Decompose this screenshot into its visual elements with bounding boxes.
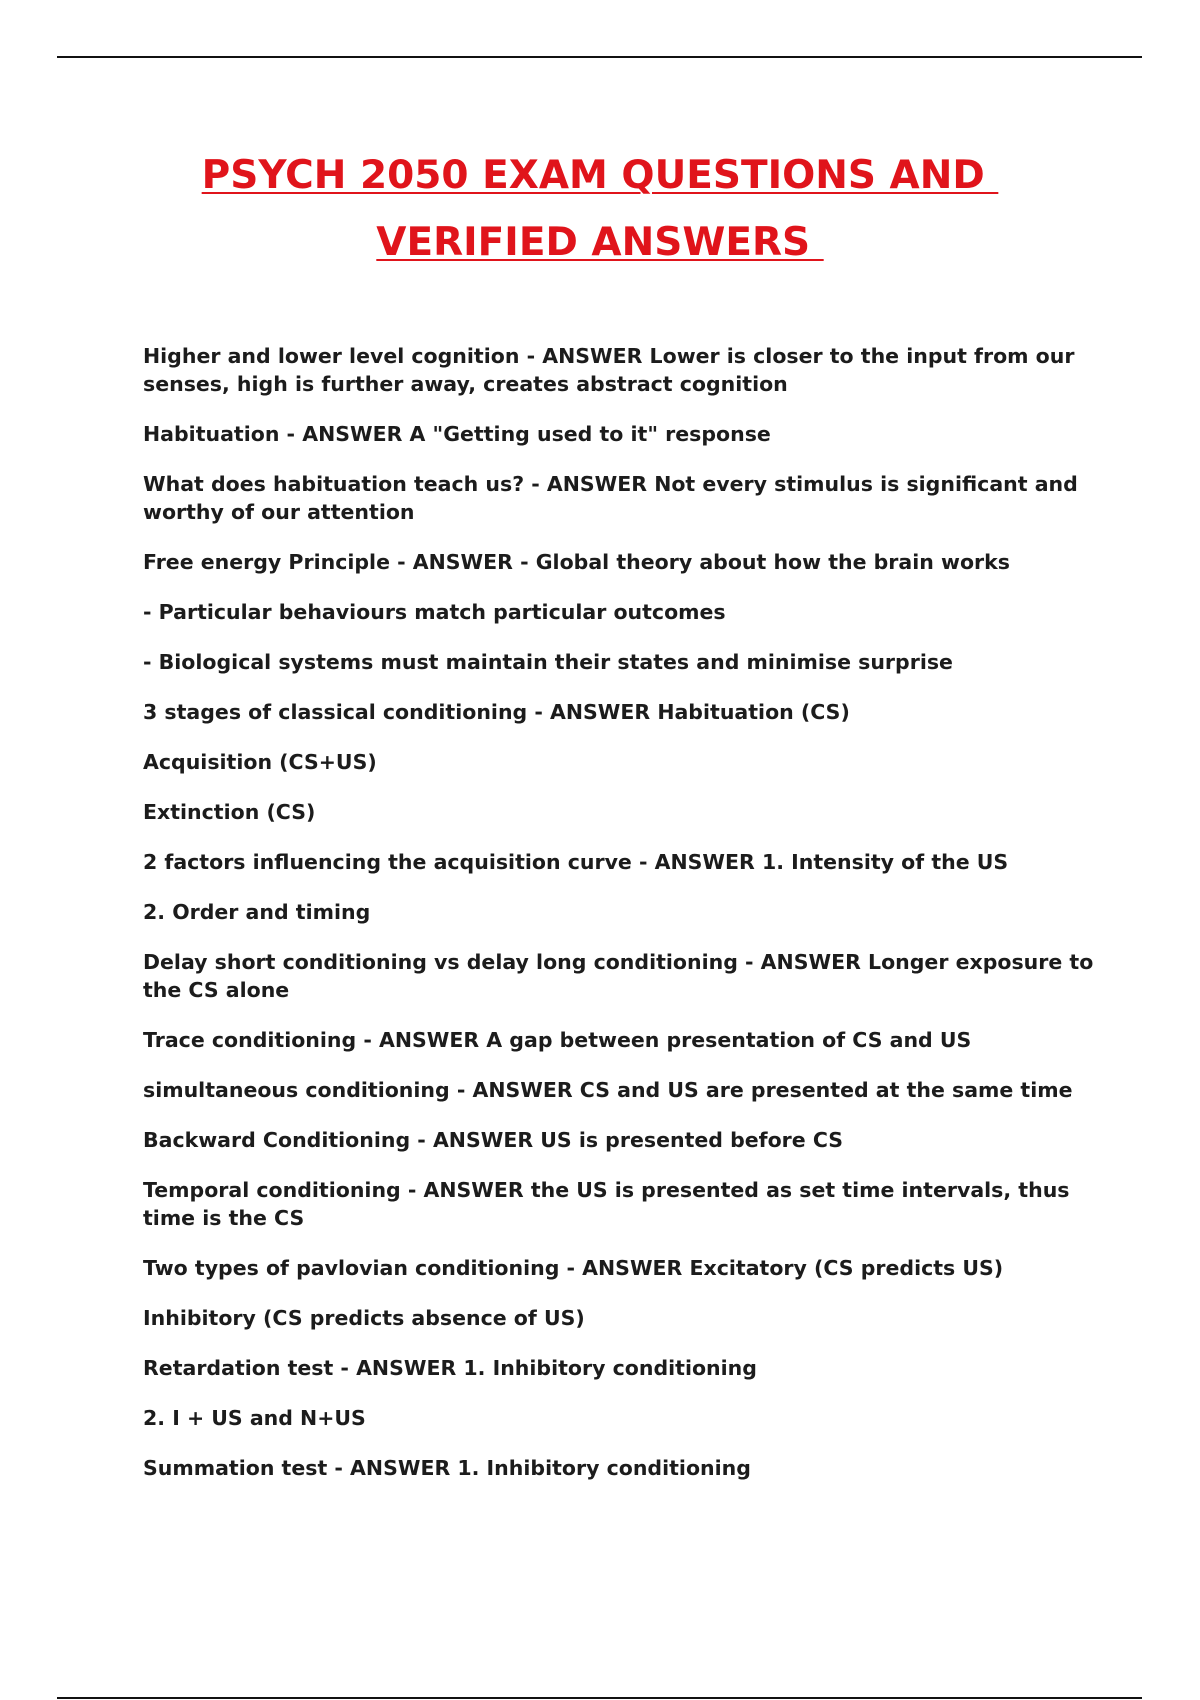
qa-entry: Two types of pavlovian conditioning - ANSWER Excitatory (CS predicts US) bbox=[143, 1256, 1004, 1280]
qa-entry: Acquisition (CS+US) bbox=[143, 750, 377, 774]
qa-entry: simultaneous conditioning - ANSWER CS and US are presented at the same time bbox=[143, 1078, 1073, 1102]
qa-entry: Retardation test - ANSWER 1. Inhibitory conditioning bbox=[143, 1356, 757, 1380]
qa-entry: 2. Order and timing bbox=[143, 900, 371, 924]
qa-entry: Free energy Principle - ANSWER - Global theory about how the brain works bbox=[143, 550, 1010, 574]
qa-entry: Summation test - ANSWER 1. Inhibitory conditioning bbox=[143, 1456, 751, 1480]
qa-entry: What does habituation teach us? - ANSWER Not every stimulus is significant and worthy of our attention bbox=[143, 472, 1078, 524]
qa-entry: Extinction (CS) bbox=[143, 800, 316, 824]
qa-list bbox=[143, 342, 1103, 1504]
qa-entry: Trace conditioning - ANSWER A gap between presentation of CS and US bbox=[143, 1028, 972, 1052]
title-line-1: PSYCH 2050 EXAM QUESTIONS AND bbox=[201, 153, 999, 198]
qa-entry: Inhibitory (CS predicts absence of US) bbox=[143, 1306, 585, 1330]
qa-entry: 2. I + US and N+US bbox=[143, 1406, 366, 1430]
qa-entry: 2 factors influencing the acquisition curve - ANSWER 1. Intensity of the US bbox=[143, 850, 1009, 874]
top-divider bbox=[57, 56, 1142, 58]
qa-entry: Backward Conditioning - ANSWER US is presented before CS bbox=[143, 1128, 844, 1152]
qa-entry: - Particular behaviours match particular outcomes bbox=[143, 600, 726, 624]
qa-entry: 3 stages of classical conditioning - ANSWER Habituation (CS) bbox=[143, 700, 850, 724]
qa-entry: - Biological systems must maintain their states and minimise surprise bbox=[143, 650, 953, 674]
qa-entry: Higher and lower level cognition - ANSWER Lower is closer to the input from our senses, high is further away, creates abstract cognition bbox=[143, 344, 1075, 396]
document-title bbox=[0, 142, 1200, 276]
qa-entry: Temporal conditioning - ANSWER the US is presented as set time intervals, thus time is the CS bbox=[143, 1178, 1070, 1230]
bottom-divider bbox=[57, 1697, 1142, 1699]
qa-entry: Habituation - ANSWER A "Getting used to it" response bbox=[143, 422, 771, 446]
qa-entry: Delay short conditioning vs delay long conditioning - ANSWER Longer exposure to the CS alone bbox=[143, 950, 1094, 1002]
title-line-2: VERIFIED ANSWERS bbox=[376, 220, 824, 265]
